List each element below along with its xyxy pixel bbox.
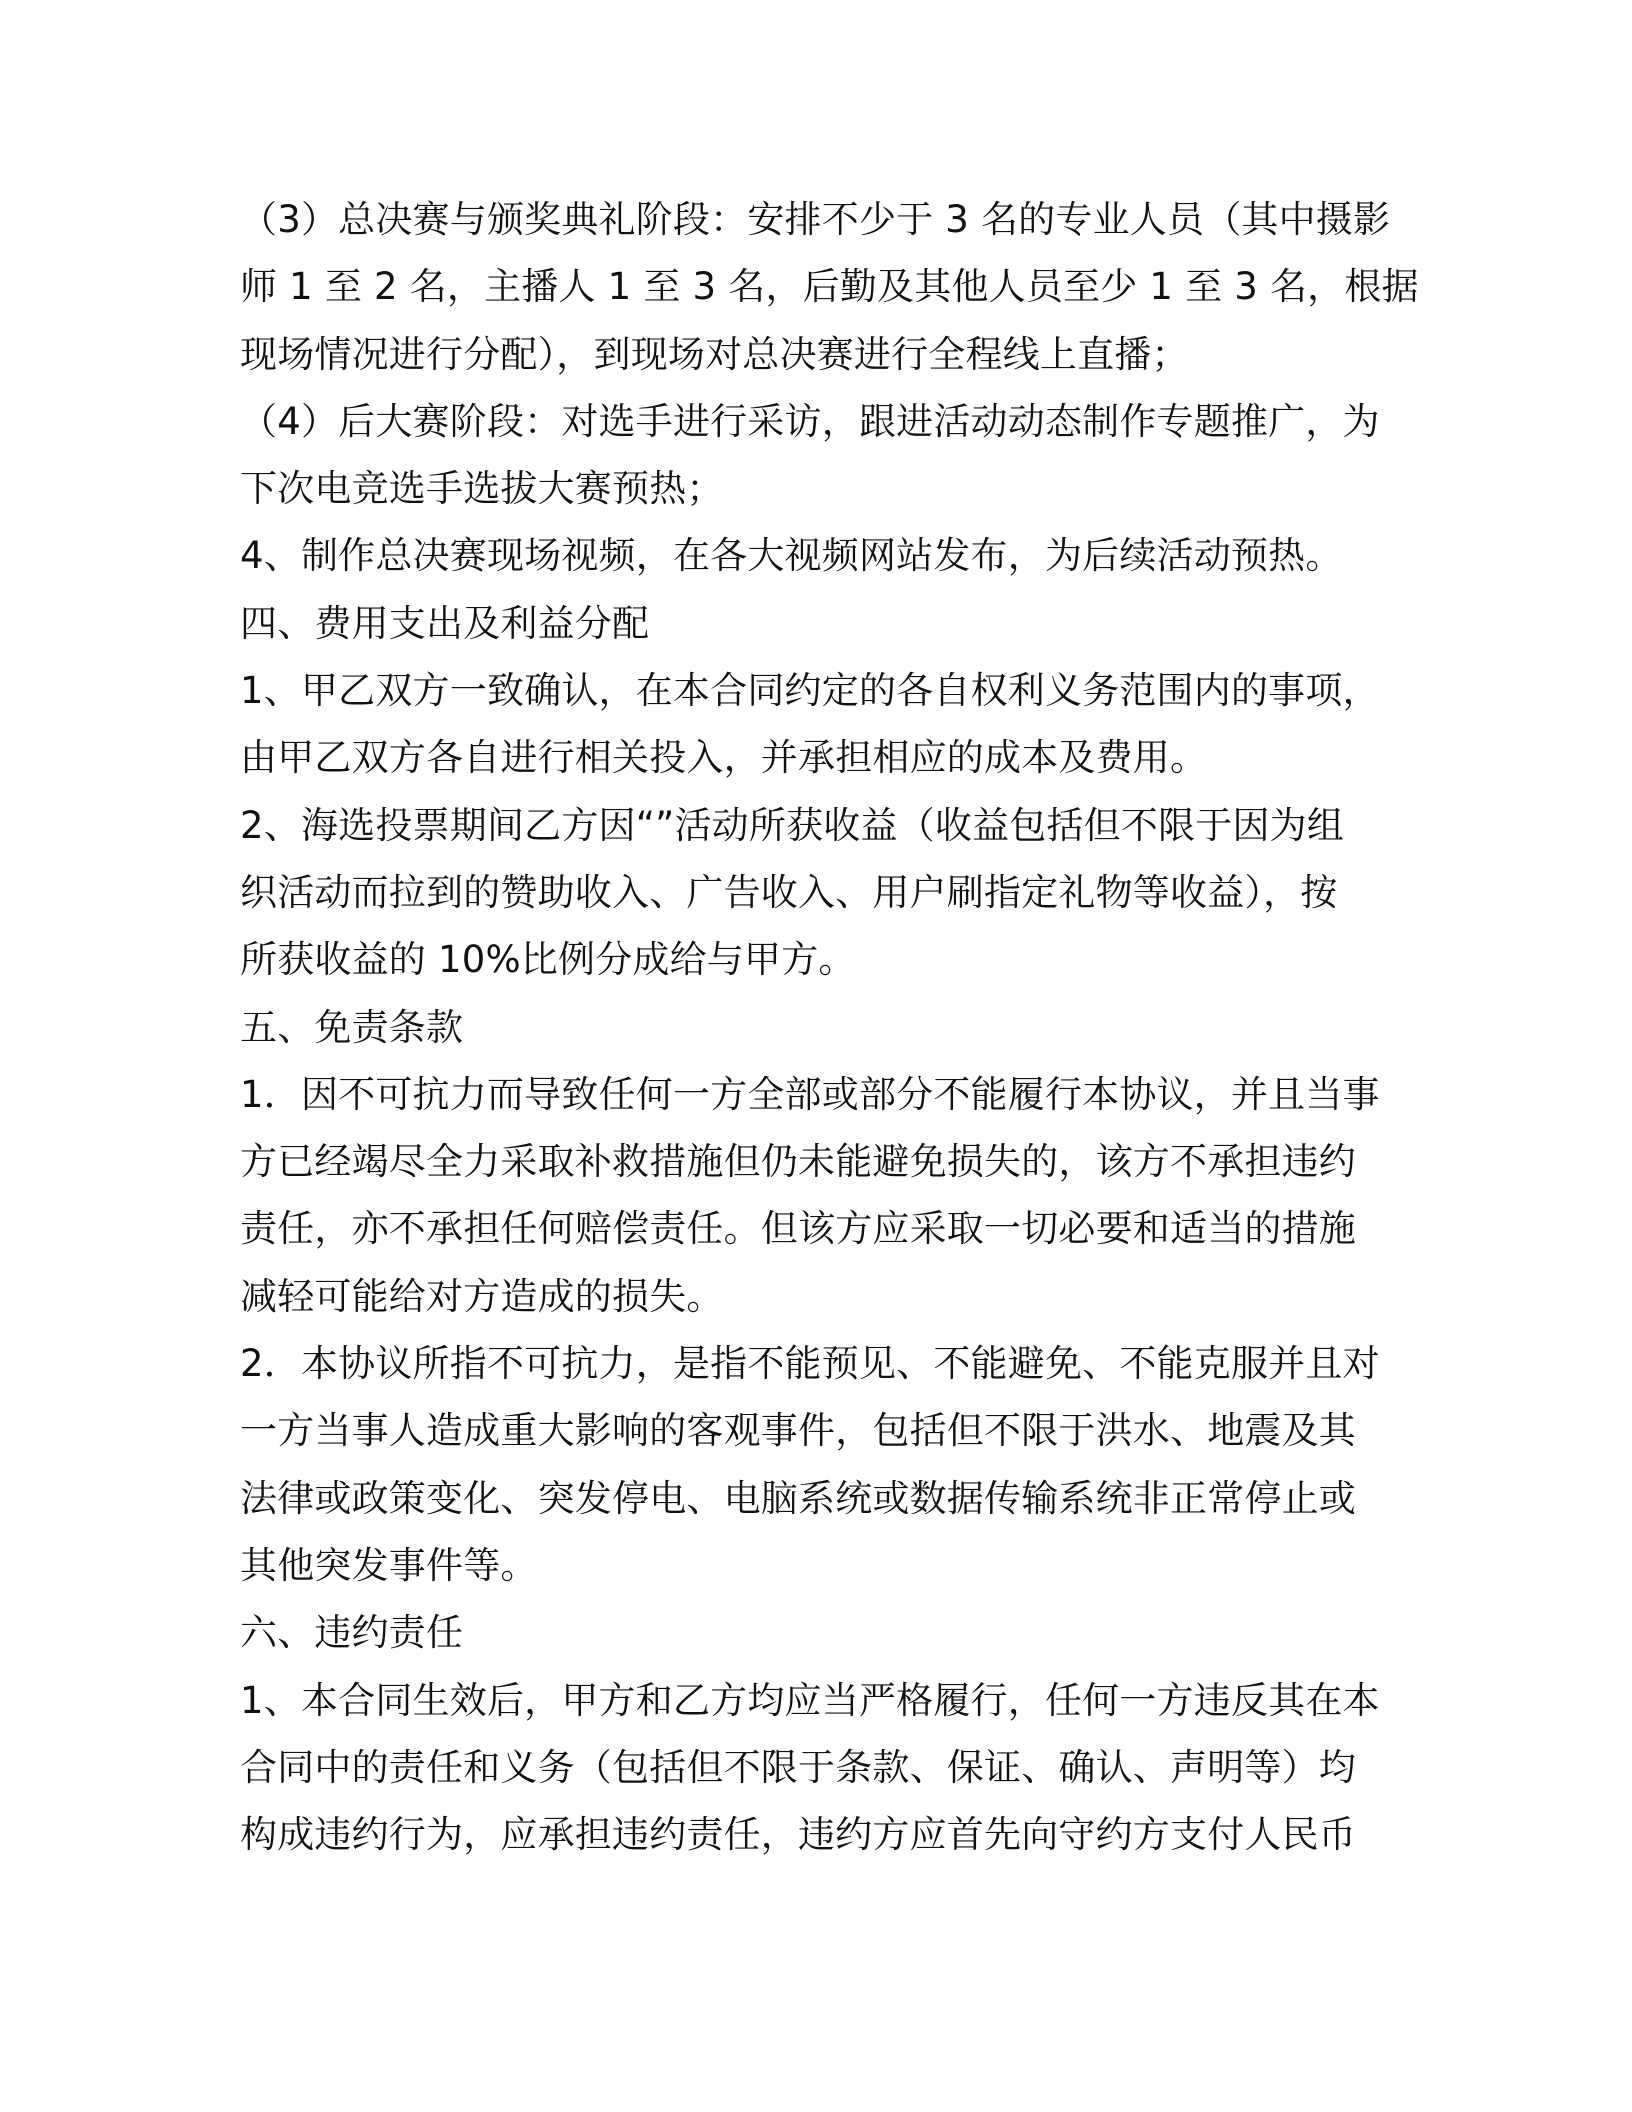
paragraph-4-2-line-3: 所获收益的 10%比例分成给与甲方。 — [240, 938, 856, 982]
paragraph-4-2-line-1: 2、海选投票期间乙方因“”活动所获收益（收益包括但不限于因为组 — [240, 803, 1345, 847]
paragraph-5-1-line-2: 方已经竭尽全力采取补救措施但仍未能避免损失的，该方不承担违约 — [240, 1140, 1356, 1184]
paragraph-4-1-line-2: 由甲乙双方各自进行相关投入，并承担相应的成本及费用。 — [240, 736, 1208, 780]
paragraph-5-2-line-3: 法律或政策变化、突发停电、电脑系统或数据传输系统非正常停止或 — [240, 1476, 1356, 1520]
paragraph-3-3-line-3: 现场情况进行分配），到现场对总决赛进行全程线上直播； — [240, 332, 1189, 376]
paragraph-3-3-line-1: （3）总决赛与颁奖典礼阶段：安排不少于 3 名的专业人员（其中摄影 — [240, 198, 1391, 241]
paragraph-5-2-line-1: 2．本协议所指不可抗力，是指不能预见、不能避免、不能克服并且对 — [240, 1342, 1380, 1386]
paragraph-3-item-4: 4、制作总决赛现场视频，在各大视频网站发布，为后续活动预热。 — [240, 534, 1343, 578]
section-heading-4: 四、费用支出及利益分配 — [240, 601, 650, 645]
paragraph-4-2-line-2: 织活动而拉到的赞助收入、广告收入、用户刷指定礼物等收益），按 — [240, 870, 1338, 914]
paragraph-6-1-line-1: 1、本合同生效后，甲方和乙方均应当严格履行，任何一方违反其在本 — [240, 1678, 1380, 1722]
paragraph-3-4-line-2: 下次电竞选手选拔大赛预热； — [240, 467, 724, 511]
document-body — [240, 186, 1419, 1868]
paragraph-5-2-line-4: 其他突发事件等。 — [240, 1543, 538, 1587]
paragraph-6-1-line-3: 构成违约行为，应承担违约责任，违约方应首先向守约方支付人民币 — [240, 1813, 1356, 1857]
paragraph-6-1-line-2: 合同中的责任和义务（包括但不限于条款、保证、确认、声明等）均 — [240, 1745, 1356, 1789]
paragraph-5-1-line-3: 责任，亦不承担任何赔偿责任。但该方应采取一切必要和适当的措施 — [240, 1207, 1356, 1251]
paragraph-5-1-line-4: 减轻可能给对方造成的损失。 — [240, 1274, 724, 1318]
section-heading-6: 六、违约责任 — [240, 1611, 464, 1655]
paragraph-3-4-line-1: （4）后大赛阶段：对选手进行采访，跟进活动动态制作专题推广，为 — [240, 399, 1380, 443]
paragraph-4-1-line-1: 1、甲乙双方一致确认，在本合同约定的各自权利义务范围内的事项， — [240, 669, 1380, 713]
paragraph-5-2-line-2: 一方当事人造成重大影响的客观事件，包括但不限于洪水、地震及其 — [240, 1409, 1356, 1453]
section-heading-5: 五、免责条款 — [240, 1005, 464, 1049]
paragraph-5-1-line-1: 1．因不可抗力而导致任何一方全部或部分不能履行本协议，并且当事 — [240, 1072, 1380, 1116]
paragraph-3-3-line-2: 师 1 至 2 名，主播人 1 至 3 名，后勤及其他人员至少 1 至 3 名，根据 — [240, 265, 1419, 309]
